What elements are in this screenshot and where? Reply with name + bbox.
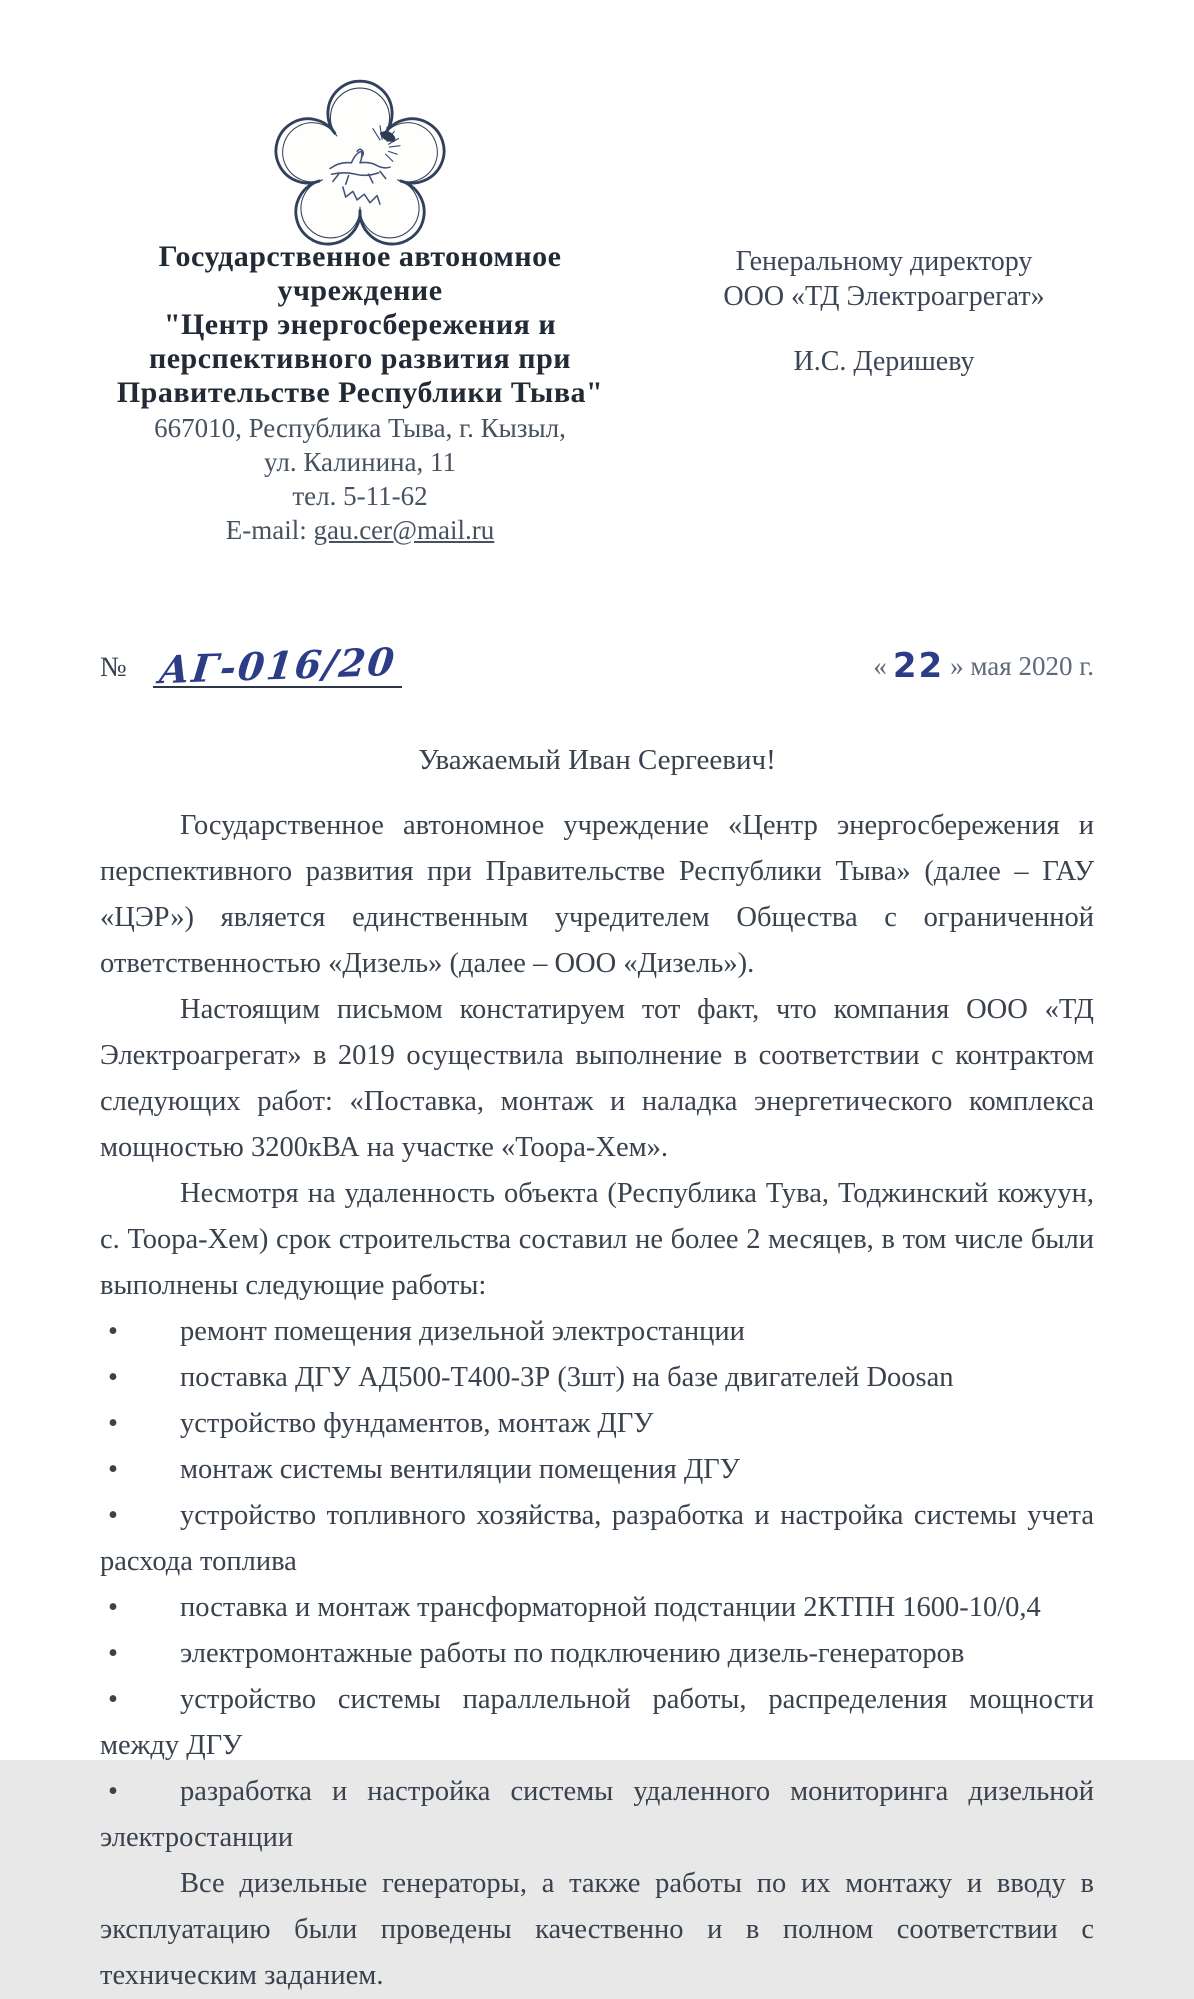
bullet-icon: • bbox=[108, 1776, 118, 1807]
list-item bbox=[100, 1309, 1094, 1355]
letterhead bbox=[100, 100, 1094, 546]
org-address-line: 667010, Республика Тыва, г. Кызыл, bbox=[154, 413, 566, 443]
list-item bbox=[100, 1585, 1094, 1631]
paragraph: Настоящим письмом констатируем тот факт, что компания ООО «ТД Электроагрегат» в 2019 осуществила выполнение в соответствии с контрактом следующих работ: «Поставка, монтаж и наладка энергетического комплекса мощностью 3200кВА на участке «Тоора-Хем». bbox=[100, 994, 1094, 1163]
list-item bbox=[100, 1769, 1094, 1861]
number-sign: № bbox=[100, 652, 127, 683]
tyva-emblem-icon bbox=[100, 100, 620, 232]
email-link[interactable]: gau.cer@mail.ru bbox=[313, 515, 495, 545]
list-item-text: устройство системы параллельной работы, распределения мощности между ДГУ bbox=[100, 1684, 1094, 1761]
letter-body bbox=[100, 803, 1094, 1999]
list-item-text: электромонтажные работы по подключению дизель-генераторов bbox=[180, 1638, 965, 1669]
list-item bbox=[100, 1631, 1094, 1677]
org-address-line: ул. Калинина, 11 bbox=[264, 447, 456, 477]
date-open-quote: « bbox=[873, 651, 887, 681]
org-name-line: учреждение bbox=[277, 274, 443, 307]
list-item-text: устройство фундаментов, монтаж ДГУ bbox=[180, 1408, 654, 1439]
reference-row bbox=[100, 632, 1094, 693]
org-phone: тел. 5-11-62 bbox=[292, 481, 428, 511]
bullet-icon: • bbox=[108, 1684, 118, 1715]
org-name-line: "Центр энергосбережения и bbox=[163, 308, 557, 341]
bullet-icon: • bbox=[108, 1362, 118, 1393]
list-item bbox=[100, 1355, 1094, 1401]
list-item-text: поставка ДГУ АД500-Т400-3Р (3шт) на базе двигателей Doosan bbox=[180, 1362, 954, 1393]
outgoing-number bbox=[100, 638, 402, 693]
list-item bbox=[100, 1493, 1094, 1585]
number-underline bbox=[153, 638, 402, 693]
org-name-line: Правительстве Республики Тыва" bbox=[116, 376, 604, 409]
org-name-line: Государственное автономное bbox=[158, 240, 562, 273]
list-item bbox=[100, 1677, 1094, 1769]
paragraph: Государственное автономное учреждение «Центр энергосбережения и перспективного развития при Правительстве Республики Тыва» (далее – ГАУ «ЦЭР») является единственным учредителем Общества с ограниченной ответственностью «Дизель» (далее – ООО «Дизель»). bbox=[100, 810, 1094, 979]
list-item bbox=[100, 1401, 1094, 1447]
handwritten-day: 22 bbox=[892, 646, 945, 686]
date-rest: » мая 2020 г. bbox=[950, 651, 1094, 681]
org-name-line: перспективного развития при bbox=[148, 342, 572, 375]
salutation: Уважаемый Иван Сергеевич! bbox=[418, 744, 776, 776]
list-item-text: разработка и настройка системы удаленного мониторинга дизельной электростанции bbox=[100, 1776, 1094, 1853]
bullet-icon: • bbox=[108, 1316, 118, 1347]
sender-block bbox=[100, 100, 620, 546]
bullet-icon: • bbox=[108, 1592, 118, 1623]
list-item-text: устройство топливного хозяйства, разработка и настройка системы учета расхода топлива bbox=[100, 1500, 1094, 1577]
recipient-name: И.С. Деришеву bbox=[793, 346, 975, 377]
list-item-text: ремонт помещения дизельной электростанции bbox=[180, 1316, 745, 1347]
recipient-block bbox=[674, 100, 1094, 379]
paragraph: Все дизельные генераторы, а также работы по их монтажу и вводу в эксплуатацию были проведены качественно и в полном соответствии с техническим заданием. bbox=[100, 1868, 1094, 1991]
bullet-icon: • bbox=[108, 1500, 118, 1531]
recipient-title: Генеральному директору bbox=[735, 246, 1033, 277]
bullet-icon: • bbox=[108, 1638, 118, 1669]
list-item-text: монтаж системы вентиляции помещения ДГУ bbox=[180, 1454, 740, 1485]
email-label: E-mail: bbox=[225, 515, 314, 545]
recipient-company: ООО «ТД Электроагрегат» bbox=[723, 281, 1045, 312]
bullet-icon: • bbox=[108, 1454, 118, 1485]
letter-date bbox=[873, 646, 1094, 688]
list-item bbox=[100, 1447, 1094, 1493]
bullet-icon: • bbox=[108, 1408, 118, 1439]
handwritten-number: АГ-016/20 bbox=[156, 638, 399, 693]
list-item-text: поставка и монтаж трансформаторной подстанции 2КТПН 1600-10/0,4 bbox=[180, 1592, 1041, 1623]
paragraph: Несмотря на удаленность объекта (Республика Тува, Тоджинский кожуун, с. Тоора-Хем) срок строительства составил не более 2 месяцев, в том числе были выполнены следующие работы: bbox=[100, 1178, 1094, 1301]
org-email-line bbox=[100, 514, 620, 546]
